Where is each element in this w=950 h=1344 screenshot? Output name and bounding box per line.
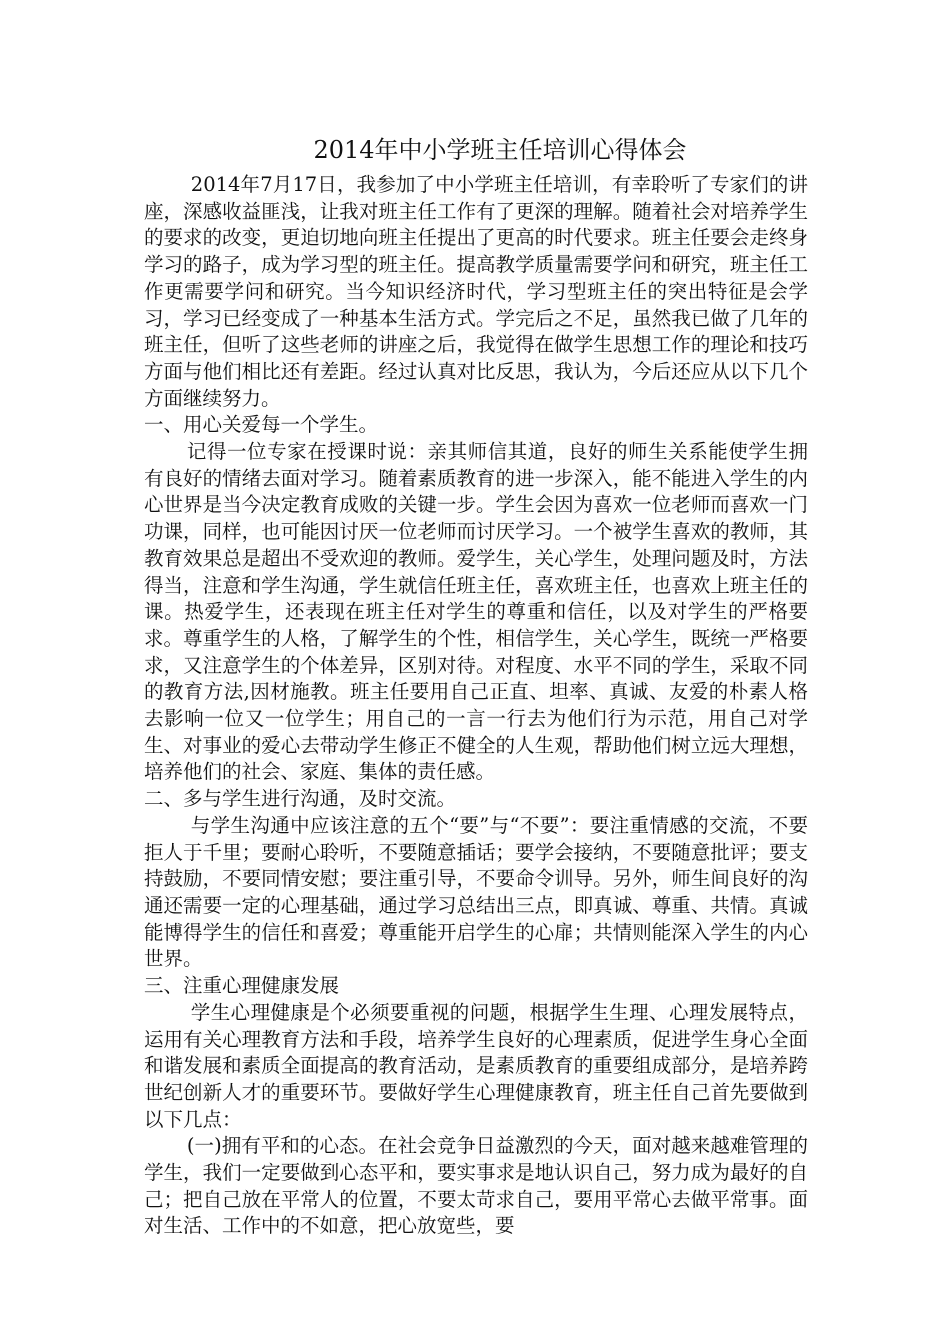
paragraph-section-2: 与学生沟通中应该注意的五个“要”与“不要”：要注重情感的交流，不要拒人于千里；要耐心聆听，不要随意插话；要学会接纳，不要随意批评；要支持鼓励，不要同情安慰；要注重引导，不要命令训导。另外，师生间良好的沟通还需要一定的心理基础，通过学习总结出三点，即真诚、尊重、共情。真诚能博得学生的信任和喜爱；尊重能开启学生的心扉；共情则能深入学生的内心世界。	[144, 813, 808, 971]
paragraph-section-3: 学生心理健康是个必须要重视的问题，根据学生生理、心理发展特点，运用有关心理教育方法和手段，培养学生良好的心理素质，促进学生身心全面和谐发展和素质全面提高的教育活动，是素质教育的重要组成部分，是培养跨世纪创新人才的重要环节。要做好学生心理健康教育，班主任自己首先要做到以下几点：	[144, 1000, 808, 1131]
paragraph-section-1: 记得一位专家在授课时说：亲其师信其道，良好的师生关系能使学生拥有良好的情绪去面对学习。随着素质教育的进一步深入，能不能进入学生的内心世界是当今决定教育成败的关键一步。学生会因为喜欢一位老师而喜欢一门功课，同样，也可能因讨厌一位老师而讨厌学习。一个被学生喜欢的教师，其教育效果总是超出不受欢迎的教师。爱学生，关心学生，处理问题及时，方法得当，注意和学生沟通，学生就信任班主任，喜欢班主任，也喜欢上班主任的课。热爱学生，还表现在班主任对学生的尊重和信任，以及对学生的严格要求。尊重学生的人格，了解学生的个性，相信学生，关心学生，既统一严格要求，又注意学生的个体差异，区别对待。对程度、水平不同的学生，采取不同的教育方法,因材施教。班主任要用自己正直、坦率、真诚、友爱的朴素人格去影响一位又一位学生；用自己的一言一行去为他们行为示范，用自己对学生、对事业的爱心去带动学生修正不健全的人生观，帮助他们树立远大理想，培养他们的社会、家庭、集体的责任感。	[144, 440, 808, 784]
section-heading-1: 一、用心关爱每一个学生。	[144, 413, 379, 437]
document-title: 2014年中小学班主任培训心得体会	[313, 136, 687, 164]
section-heading-3: 三、注重心理健康发展	[144, 974, 340, 998]
section-heading-2: 二、多与学生进行沟通，及时交流。	[144, 787, 457, 811]
paragraph-section-3-item-1: (一)拥有平和的心态。在社会竞争日益激烈的今天，面对越来越难管理的学生，我们一定要做到心态平和，要实事求是地认识自己，努力成为最好的自己；把自己放在平常人的位置，不要太苛求自己，要用平常心去做平常事。面对生活、工作中的不如意，把心放宽些，要	[144, 1134, 808, 1238]
document-body	[144, 172, 808, 1240]
paragraph-intro: 2014年7月17日，我参加了中小学班主任培训，有幸聆听了专家们的讲座，深感收益匪浅，让我对班主任工作有了更深的理解。随着社会对培养学生的要求的改变，更迫切地向班主任提出了更高的时代要求。班主任要会走终身学习的路子，成为学习型的班主任。提高教学质量需要学问和研究，班主任工作更需要学问和研究。当今知识经济时代，学习型班主任的突出特征是会学习，学习已经变成了一种基本生活方式。学完后之不足，虽然我已做了几年的班主任，但听了这些老师的讲座之后，我觉得在做学生思想工作的理论和技巧方面与他们相比还有差距。经过认真对比反思，我认为，今后还应从以下几个方面继续努力。	[144, 173, 808, 410]
